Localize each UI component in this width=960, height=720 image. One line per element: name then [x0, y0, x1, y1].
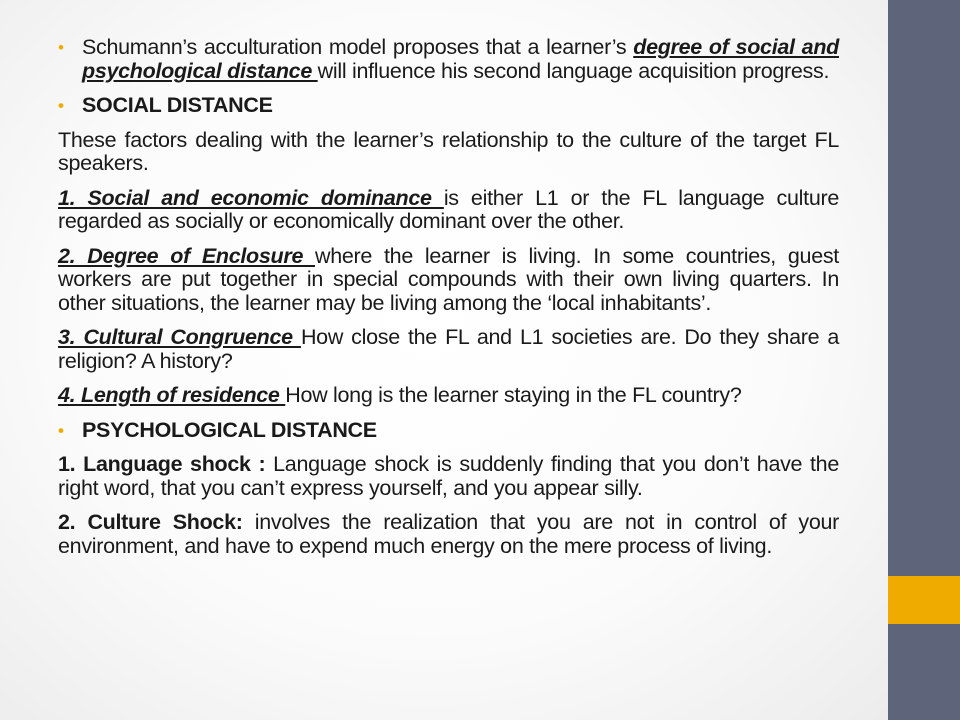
bullet-icon: •: [58, 38, 64, 57]
social-description: These factors dealing with the learner’s relationship to the culture of the target FL speakers.: [58, 127, 839, 175]
social-item-title: 2. Degree of Enclosure: [58, 243, 316, 268]
psychological-distance-heading: [58, 419, 839, 443]
psychological-item-text: involves the realization that you are not in control of your environment, and have to expend much energy on the mere process of living.: [58, 510, 839, 558]
social-item-2: [58, 245, 839, 316]
bullet-icon: •: [58, 420, 64, 440]
accent-block: [888, 576, 960, 624]
intro-bullet: [58, 36, 839, 83]
intro-text-end: will influence his second language acquisition progress.: [317, 58, 830, 83]
social-item-text: How close the FL and L1 societies are. Do they share a religion? A history?: [58, 325, 840, 373]
psychological-item-title: 1. Language shock :: [58, 452, 274, 476]
social-item-title: 4. Length of residence: [58, 383, 286, 407]
social-item-4: [58, 384, 839, 408]
social-item-text: where the learner is living. In some countries, guest workers are put together in special compounds with their own living quarters. In other situations, the learner may be living among the ‘local inhabitants’.: [58, 243, 839, 315]
bullet-icon: •: [58, 96, 64, 115]
social-item-3: [58, 326, 839, 373]
psychological-item-1: [58, 453, 839, 500]
intro-highlight: degree of social and psychological distance: [82, 35, 839, 83]
social-heading-label: SOCIAL DISTANCE: [82, 93, 273, 117]
psychological-item-title: 2. Culture Shock:: [58, 510, 255, 534]
social-item-1: [58, 187, 839, 234]
slide-content: [58, 36, 839, 569]
social-distance-heading: [58, 94, 839, 118]
psychological-heading-label: PSYCHOLOGICAL DISTANCE: [82, 417, 377, 442]
social-item-title: 1. Social and economic dominance: [58, 185, 444, 210]
social-item-text: How long is the learner staying in the FL country?: [285, 383, 742, 407]
social-item-text: is either L1 or the FL language culture regarded as socially or economically dominant over the other.: [58, 185, 839, 233]
social-item-title: 3. Cultural Congruence: [58, 325, 301, 349]
psychological-item-text: Language shock is suddenly finding that you don’t have the right word, that you can’t express yourself, and you appear silly.: [58, 452, 839, 500]
psychological-item-2: [58, 511, 839, 558]
intro-text: Schumann’s acculturation model proposes that a learner’s: [82, 35, 634, 59]
